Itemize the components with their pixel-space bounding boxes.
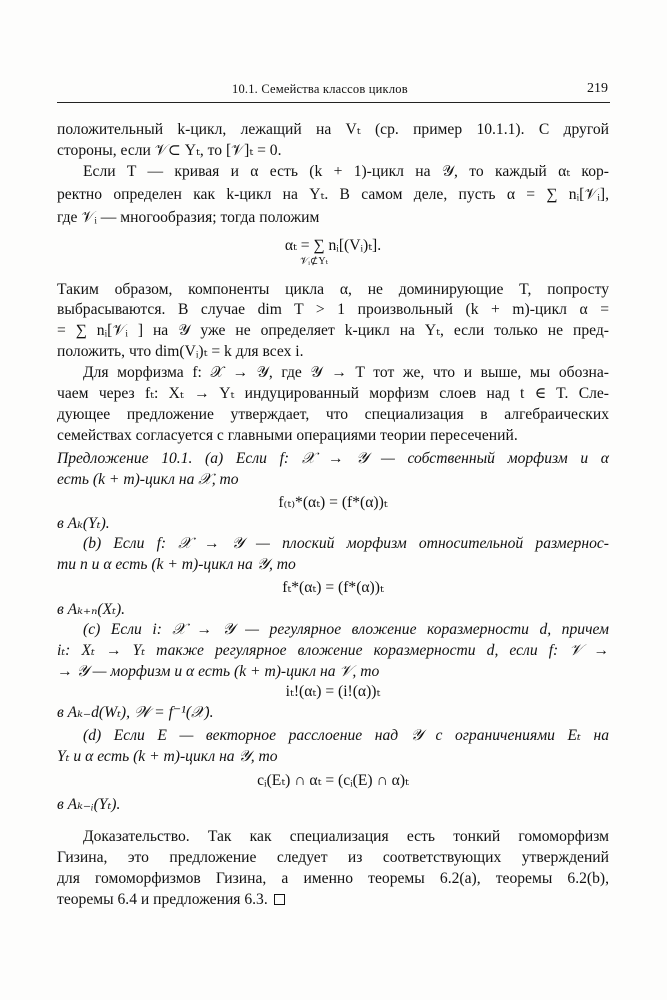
- text-line: положить, что dim(Vᵢ)ₜ = k для всех i.: [57, 343, 304, 360]
- proposition-line: (b) Если f: 𝒳 → 𝒴 — плоский морфизм относительной размернос-: [83, 535, 609, 552]
- text-line: положительный k-цикл, лежащий на Vₜ (ср. пример 10.1.1). С другой: [57, 121, 609, 138]
- text-line: дующее предложение утверждает, что специализация в алгебраических: [57, 406, 609, 423]
- text-line: семействах согласуется с главными операциями теории пересечений.: [57, 427, 518, 444]
- text-line: Для морфизма f: 𝒳 → 𝒴, где 𝒴 → T тот же, что и выше, мы обозна-: [83, 364, 609, 381]
- text-line: в Aₖ(Yₜ).: [57, 515, 110, 532]
- display-formula: cᵢ(Eₜ) ∩ αₜ = (cᵢ(E) ∩ α)ₜ: [257, 772, 409, 789]
- text-line: в Aₖ₊ₙ(Xₜ).: [57, 601, 126, 618]
- text-line: чаем через fₜ: Xₜ → Yₜ индуцированный морфизм слоев над t ∈ T. Сле-: [57, 385, 609, 402]
- text-line: стороны, если 𝒱⊂ Yₜ, то [𝒱]ₜ = 0.: [57, 142, 282, 159]
- proposition-line: (d) Если E — векторное расслоение над 𝒴 с ограничениями Eₜ на: [83, 727, 609, 744]
- proof-line: Гизина, это предложение следует из соответствующих утверждений: [57, 849, 609, 866]
- proposition-line: ти n и α есть (k + m)-цикл на 𝒴, то: [57, 556, 296, 573]
- page-number: 219: [587, 81, 608, 96]
- proposition-line: Предложение 10.1. (a) Если f: 𝒳 → 𝒴 — собственный морфизм и α: [57, 450, 609, 467]
- text-line: Если T — кривая и α есть (k + 1)-цикл на 𝒴, то каждый αₜ кор-: [83, 163, 609, 180]
- qed-square-icon: [274, 894, 285, 905]
- proof-line: [57, 890, 609, 910]
- text-line: = ∑ nᵢ[𝒱ᵢ ] на 𝒴 уже не определяет k-цикл на Yₜ, если только не пред-: [57, 322, 609, 339]
- display-formula: αₜ = ∑ nᵢ[(Vᵢ)ₜ].: [284, 237, 382, 254]
- text-line: в Aₖ₋d(Wₜ), 𝒲 = f⁻¹(𝒳).: [57, 704, 214, 721]
- proposition-line: iₜ: Xₜ → Yₜ также регулярное вложение коразмерности d, если f: 𝒱 →: [57, 642, 609, 659]
- text-line: Таким образом, компоненты цикла α, не доминирующие T, попросту: [57, 281, 609, 298]
- proposition-line: (c) Если i: 𝒳 → 𝒴 — регулярное вложение коразмерности d, причем: [83, 621, 609, 638]
- display-formula: iₜ!(αₜ) = (i!(α))ₜ: [285, 683, 381, 700]
- proof-line: для гомоморфизмов Гизина, а именно теоремы 6.2(a), теоремы 6.2(b),: [57, 870, 609, 887]
- text-line: в Aₖ₋ᵢ(Yₜ).: [57, 796, 121, 813]
- proposition-line: Yₜ и α есть (k + m)-цикл на 𝒴, то: [57, 748, 278, 765]
- display-formula: fₜ*(αₜ) = (f*(α))ₜ: [282, 579, 384, 596]
- text-line: ректно определен как k-цикл на Yₜ. В самом деле, пусть α = ∑ nᵢ[𝒱ᵢ],: [57, 186, 609, 203]
- running-header: [57, 80, 610, 103]
- proof-line: Доказательство. Так как специализация есть тонкий гомоморфизм: [83, 828, 609, 845]
- text-line: выбрасываются. В случае dim T > 1 произвольный (k + m)-цикл α =: [57, 301, 609, 318]
- running-title: 10.1. Семейства классов циклов: [232, 82, 408, 96]
- proof-last-text: теоремы 6.4 и предложения 6.3.: [57, 891, 268, 908]
- text-line: где 𝒱ᵢ — многообразия; тогда положим: [57, 209, 320, 226]
- display-formula: f₍ₜ₎*(αₜ) = (f*(α))ₜ: [278, 494, 388, 511]
- formula-subscript: 𝒱ᵢ⊄Yₜ: [299, 256, 329, 267]
- proposition-line: → 𝒴 — морфизм и α есть (k + m)-цикл на 𝒱, то: [57, 663, 380, 680]
- proposition-line: есть (k + m)-цикл на 𝒳, то: [57, 471, 239, 488]
